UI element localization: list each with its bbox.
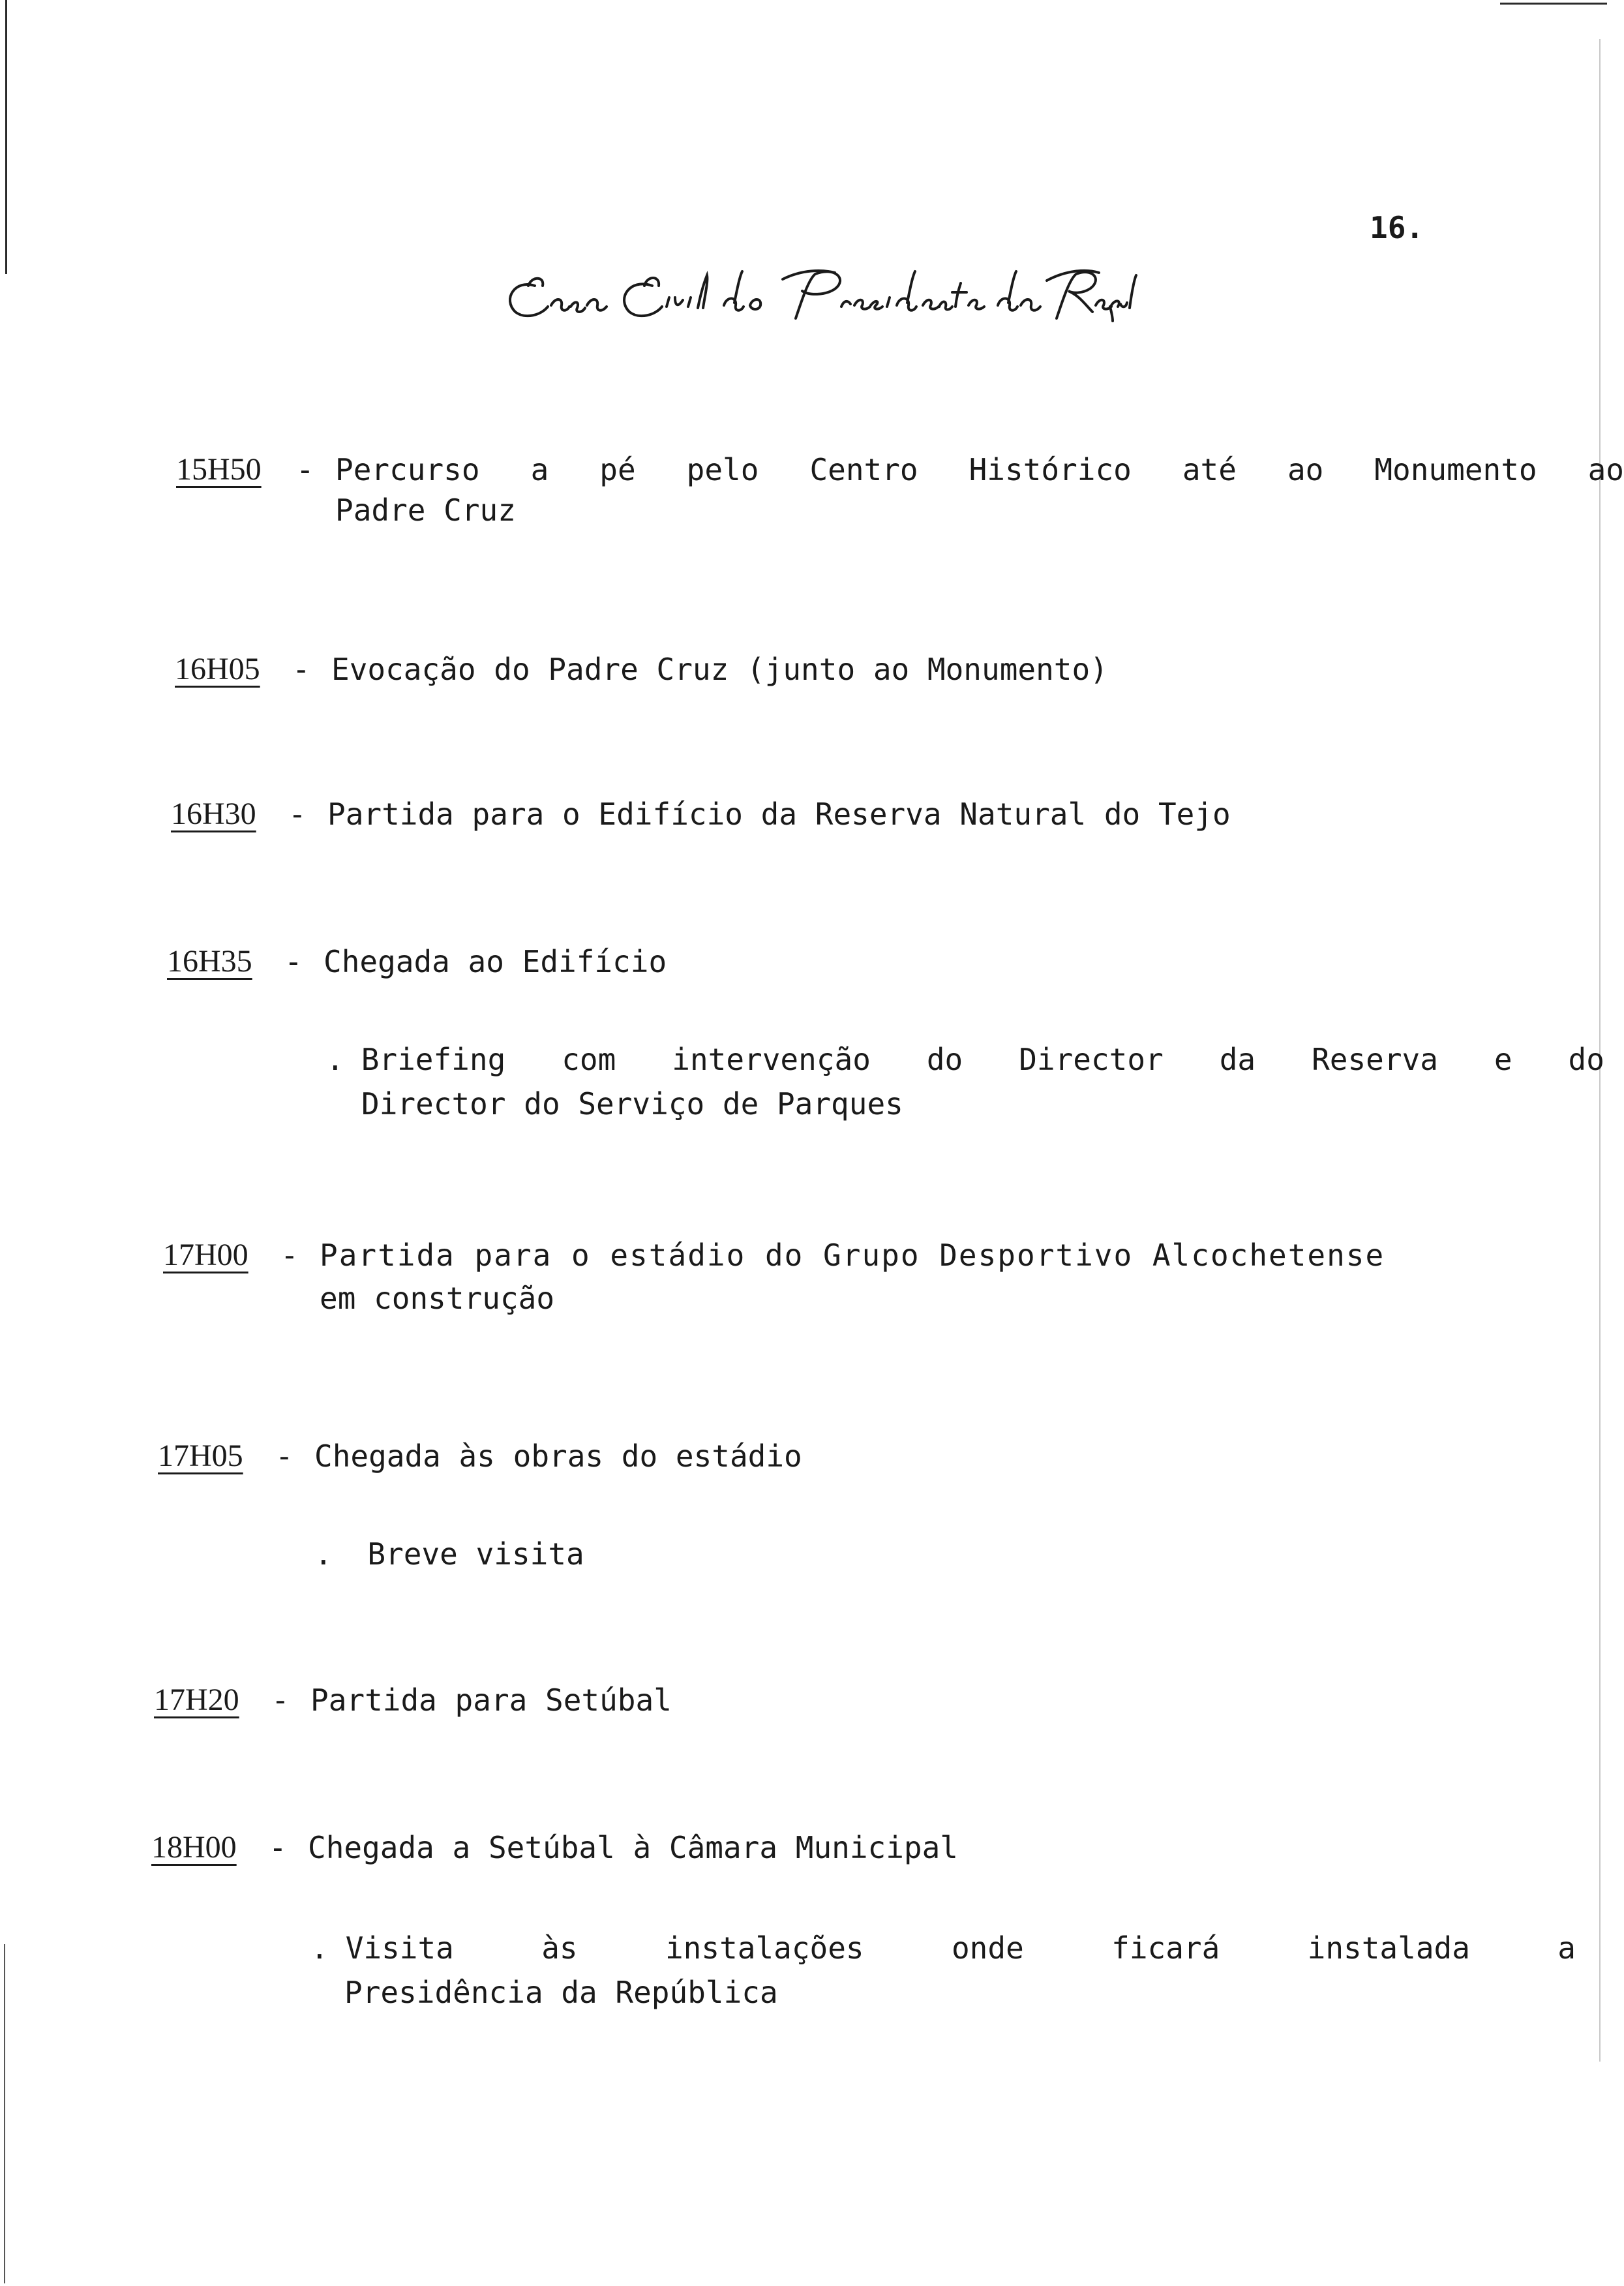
entry-bullet-line-1 — [314, 1533, 584, 1575]
entry-time: 15H50 — [176, 452, 262, 487]
word: Percurso — [335, 452, 480, 487]
word: às — [541, 1930, 578, 1966]
entry-bullet-line-2: Director do Serviço de Parques — [361, 1086, 903, 1121]
schedule-entry-16h35 — [167, 941, 1604, 1143]
entry-description-line-1: Partida para Setúbal — [310, 1683, 672, 1718]
word: instalações — [665, 1930, 864, 1966]
entry-dash: - — [275, 1439, 293, 1474]
entry-dash: - — [296, 452, 314, 487]
bullet-mark: . — [314, 1536, 333, 1572]
entry-description-line-2: em construção — [320, 1281, 555, 1316]
entry-time: 16H30 — [171, 797, 256, 831]
entry-bullet-line-2: Presidência da República — [344, 1975, 778, 2010]
entry-text — [335, 449, 1624, 491]
entry-dash: - — [284, 944, 303, 979]
scan-edge-top — [1500, 3, 1607, 5]
schedule-entry-16h05 — [175, 648, 1453, 694]
entry-time: 17H00 — [163, 1238, 248, 1272]
word: do — [926, 1042, 963, 1077]
word: ao — [1287, 452, 1324, 487]
entry-time: 16H35 — [167, 944, 252, 979]
word: e — [1494, 1042, 1512, 1077]
schedule-entry-17h05 — [158, 1435, 1449, 1592]
entry-description-line-1: Chegada às obras do estádio — [314, 1439, 802, 1474]
word: ficará — [1111, 1930, 1220, 1966]
schedule-entry-16h30 — [171, 793, 1449, 839]
entry-dash: - — [269, 1830, 287, 1865]
scan-edge-left — [5, 0, 7, 274]
word: com — [562, 1042, 616, 1077]
word: da — [1219, 1042, 1256, 1077]
bullet-text: Breve visita — [367, 1536, 584, 1572]
entry-description-line-2: Padre Cruz — [335, 493, 516, 528]
word: Centro — [809, 452, 918, 487]
word: Briefing — [361, 1042, 506, 1077]
word: pelo — [686, 452, 759, 487]
entry-description-line-1: Evocação do Padre Cruz (junto ao Monumento) — [331, 652, 1108, 687]
entry-description-line-1: Partida para o estádio do Grupo Desportivo Alcochetense — [320, 1238, 1385, 1273]
entry-time: 16H05 — [175, 652, 260, 686]
schedule-entry-17h00 — [163, 1234, 1454, 1326]
word: pé — [599, 452, 636, 487]
entry-dash: - — [292, 652, 310, 687]
letterhead-script — [496, 260, 1135, 331]
entry-bullet-line-1 — [310, 1927, 1576, 1969]
word: intervenção — [672, 1042, 871, 1077]
bullet-text — [361, 1039, 1604, 1080]
entry-dash: - — [288, 797, 307, 832]
entry-time: 18H00 — [151, 1830, 237, 1865]
schedule-entry-15h50 — [176, 449, 1624, 540]
word: Visita — [345, 1930, 454, 1966]
entry-time: 17H20 — [154, 1683, 239, 1717]
word: Director — [1019, 1042, 1164, 1077]
entry-description-line-1 — [335, 449, 1624, 491]
word: do — [1568, 1042, 1604, 1077]
word: até — [1182, 452, 1237, 487]
entry-bullet-line-1 — [326, 1039, 1604, 1080]
scan-edge-left-bottom — [4, 1944, 5, 2283]
word: a — [530, 452, 549, 487]
entry-time: 17H05 — [158, 1439, 243, 1473]
word: ao — [1587, 452, 1624, 487]
bullet-text — [346, 1927, 1576, 1969]
word: Reserva — [1312, 1042, 1438, 1077]
bullet-mark: . — [326, 1042, 344, 1077]
schedule-entry-17h20 — [154, 1679, 1445, 1725]
word: onde — [951, 1930, 1024, 1966]
entry-description-line-1: Chegada ao Edifício — [323, 944, 667, 979]
word: instalada — [1307, 1930, 1470, 1966]
entry-dash: - — [271, 1683, 290, 1718]
page-number: 16. — [1370, 210, 1424, 245]
entry-description-line-1: Chegada a Setúbal à Câmara Municipal — [308, 1830, 958, 1865]
entry-description-line-1: Partida para o Edifício da Reserva Natural do Tejo — [327, 797, 1231, 832]
bullet-mark: . — [310, 1930, 329, 1966]
word: Histórico — [969, 452, 1132, 487]
word: a — [1557, 1930, 1576, 1966]
entry-dash: - — [280, 1238, 299, 1273]
schedule-entry-18h00 — [151, 1827, 1576, 2029]
word: Monumento — [1374, 452, 1537, 487]
